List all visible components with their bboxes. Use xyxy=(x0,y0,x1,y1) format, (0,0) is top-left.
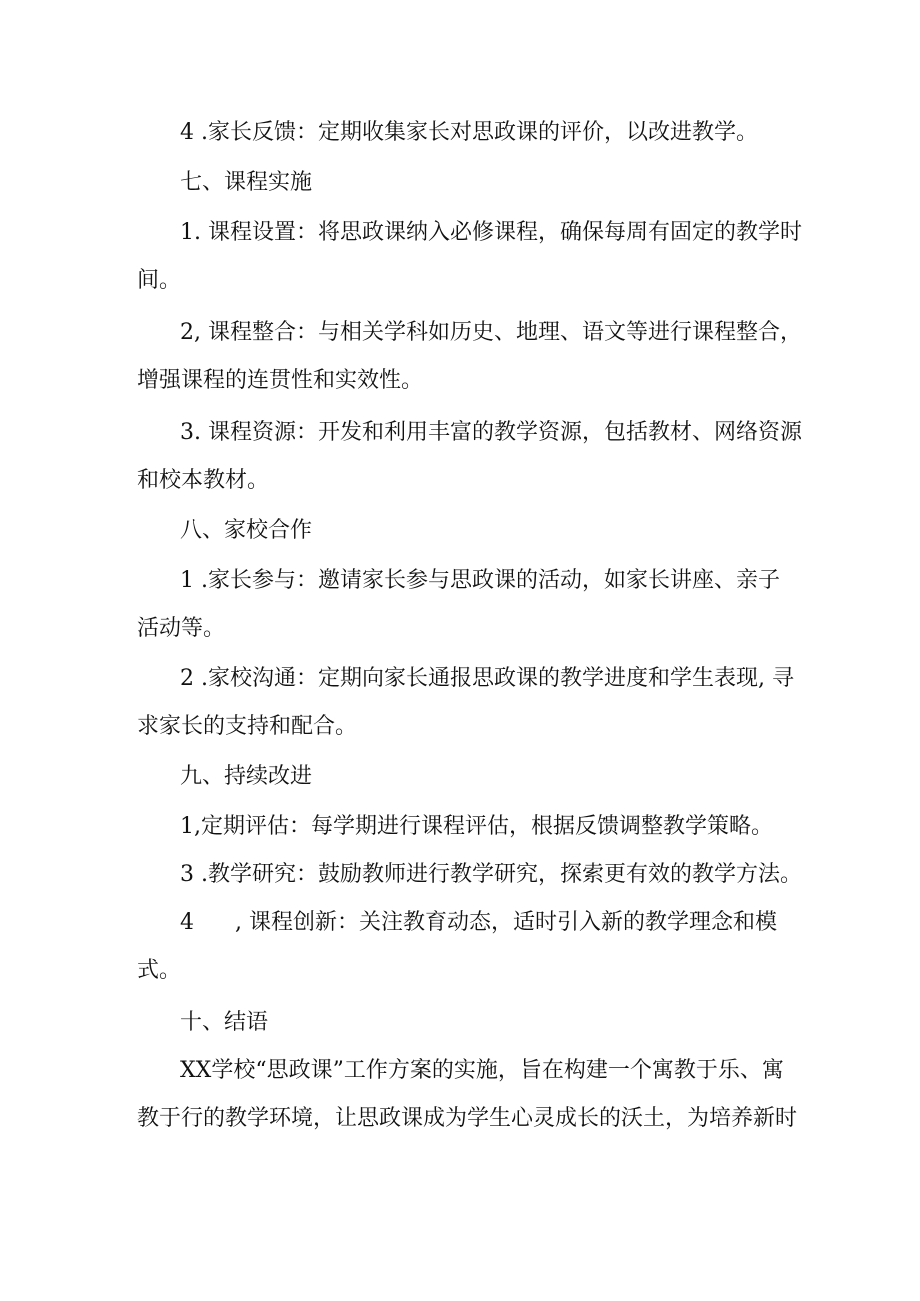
conclusion-paragraph-line-1: XX学校“思政课”工作方案的实施，旨在构建一个寓教于乐、寓 xyxy=(180,1058,784,1083)
item-course-integration: 2, 课程整合：与相关学科如历史、地理、语文等进行课程整合， xyxy=(180,320,802,345)
item-course-resources: 3. 课程资源：开发和利用丰富的教学资源，包括教材、网络资源 xyxy=(180,420,802,445)
item-course-innovation-cont: 式。 xyxy=(137,958,182,983)
item-course-setting-cont: 间。 xyxy=(137,268,182,293)
item-parent-participation: 1 .家长参与：邀请家长参与思政课的活动，如家长讲座、亲子 xyxy=(180,568,780,593)
heading-home-school: 八、家校合作 xyxy=(180,518,313,543)
heading-conclusion: 十、结语 xyxy=(180,1010,269,1035)
item-parent-feedback: 4 .家长反馈：定期收集家长对思政课的评价，以改进教学。 xyxy=(180,120,758,145)
item-course-integration-cont: 增强课程的连贯性和实效性。 xyxy=(137,368,424,393)
item-course-setting: 1. 课程设置：将思政课纳入必修课程，确保每周有固定的教学时 xyxy=(180,220,802,245)
item-teaching-research: 3 .教学研究：鼓励教师进行教学研究，探索更有效的教学方法。 xyxy=(180,862,802,887)
heading-course-implementation: 七、课程实施 xyxy=(180,170,313,195)
heading-continuous-improvement: 九、持续改进 xyxy=(180,764,313,789)
item-home-school-communication: 2 .家校沟通：定期向家长通报思政课的教学进度和学生表现, 寻 xyxy=(180,666,794,691)
item-course-resources-cont: 和校本教材。 xyxy=(137,468,270,493)
conclusion-paragraph-line-2: 教于行的教学环境，让思政课成为学生心灵成长的沃土，为培养新时 xyxy=(137,1106,798,1131)
item-course-innovation: , 课程创新：关注教育动态，适时引入新的教学理念和模 xyxy=(235,910,777,935)
item-home-school-communication-cont: 求家长的支持和配合。 xyxy=(137,714,358,739)
item-course-innovation-number: 4 xyxy=(180,910,194,935)
item-regular-evaluation: 1,定期评估：每学期进行课程评估，根据反馈调整教学策略。 xyxy=(180,814,773,839)
item-parent-participation-cont: 活动等。 xyxy=(137,616,226,641)
